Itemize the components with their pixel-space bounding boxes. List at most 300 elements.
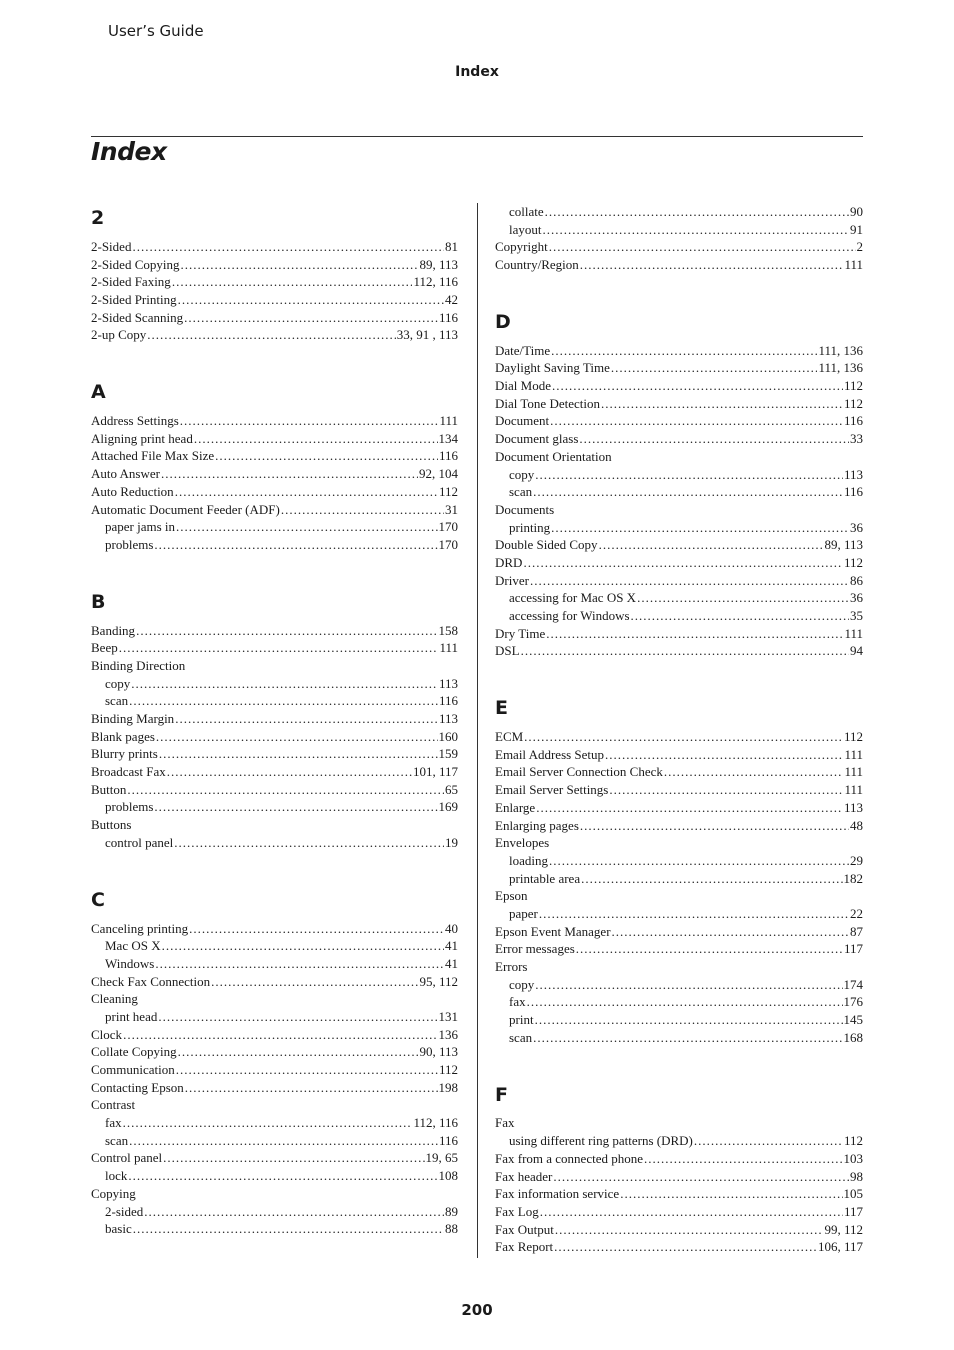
index-entry[interactable] [91,430,458,448]
section-letter: B [91,590,106,613]
entry-page-refs[interactable]: 136 [438,1026,458,1042]
dot-leader [535,466,843,484]
running-header-section: Index [455,64,499,80]
entry-term: Contacting Epson [91,1079,184,1095]
entry-page-refs[interactable]: 160 [438,728,458,744]
index-entry[interactable] [495,728,863,746]
entry-page-refs[interactable]: 170 [438,519,458,535]
entry-term: Fax Output [495,1221,554,1237]
index-entry[interactable] [91,710,458,728]
entry-term: paper [509,905,538,921]
dot-leader [172,273,413,291]
entry-page-refs[interactable]: 113 [438,675,458,691]
entry-term: Beep [91,640,118,656]
index-entry[interactable] [91,639,458,657]
entry-page-refs[interactable]: 116 [438,1132,458,1148]
index-entry[interactable] [495,342,863,360]
entry-page-refs[interactable]: 48 [850,817,863,833]
entry-page-refs[interactable]: 113 [843,799,863,815]
dot-leader [176,518,437,536]
entry-term: paper jams in [105,519,176,535]
entry-term: Dial Mode [495,378,551,394]
index-subentry[interactable] [495,1132,863,1150]
index-entry[interactable] [91,973,458,991]
section-letter: E [495,697,508,720]
index-entry[interactable] [91,1043,458,1061]
entry-page-refs[interactable]: 19 [445,834,458,850]
dot-leader [644,1150,842,1168]
dot-leader [535,976,842,994]
index-entry[interactable] [91,920,458,938]
entry-page-refs[interactable]: 158 [438,622,458,638]
dot-leader [612,923,849,941]
dot-leader [580,256,844,274]
index-subentry[interactable] [495,870,863,888]
index-section [495,693,863,1046]
dot-leader [530,572,849,590]
entry-page-refs[interactable]: 106, 117 [817,1239,863,1255]
entry-term: Date/Time [495,342,551,358]
entry-term: Document [495,413,550,429]
index-subentry[interactable] [495,589,863,607]
index-section [91,377,458,554]
index-entry[interactable] [91,1079,458,1097]
index-subentry[interactable] [91,675,458,693]
entry-page-refs[interactable]: 168 [843,1029,863,1045]
entry-page-refs[interactable]: 87 [850,923,863,939]
dot-leader [174,834,444,852]
dot-leader [631,607,849,625]
entry-page-refs[interactable]: 94 [850,643,863,659]
index-entry[interactable] [495,1238,863,1256]
entry-term: scan [105,693,129,709]
section-letter: A [91,381,106,404]
index-entry[interactable] [495,554,863,572]
entry-page-refs[interactable]: 111 [439,640,458,656]
entry-term: lock [105,1168,128,1184]
entry-term: Canceling printing [91,920,189,936]
index-entry[interactable] [495,764,863,782]
entry-term: DSL [495,643,520,659]
dot-leader [161,465,418,483]
index-entry[interactable] [91,1185,458,1203]
entry-page-refs[interactable]: 22 [850,905,863,921]
entry-page-refs[interactable]: 182 [843,870,863,886]
entry-page-refs[interactable]: 111 [439,413,458,429]
dot-leader [154,536,437,554]
entry-page-refs[interactable]: 111, 136 [818,360,863,376]
index-subentry[interactable] [91,955,458,973]
dot-leader [159,745,438,763]
entry-page-refs[interactable]: 111 [844,746,863,762]
entry-page-refs[interactable]: 112 [438,1062,458,1078]
entry-term: Control panel [91,1150,163,1166]
index-subentry[interactable] [91,1167,458,1185]
entry-term: Email Server Settings [495,782,609,798]
entry-term: Fax Log [495,1203,539,1219]
entry-term: Driver [495,572,529,588]
dot-leader [128,1167,437,1185]
index-entry[interactable] [91,291,458,309]
index-entry[interactable] [91,990,458,1008]
dot-leader [127,781,444,799]
entry-page-refs[interactable]: 90, 113 [419,1044,458,1060]
index-entry[interactable] [495,958,863,976]
index-subentry[interactable] [495,466,863,484]
index-entry[interactable] [495,887,863,905]
dot-leader [194,430,438,448]
dot-leader [536,799,843,817]
index-entry[interactable] [91,448,458,466]
entry-term: 2-Sided Faxing [91,274,171,290]
dot-leader [175,710,438,728]
dot-leader [119,639,439,657]
entry-page-refs[interactable]: 112 [438,483,458,499]
entry-page-refs[interactable]: 91 [850,221,863,237]
dot-leader [156,728,438,746]
entry-term: Enlarge [495,799,536,815]
index-entry[interactable] [495,413,863,431]
running-header-guide: User’s Guide [108,22,204,40]
entry-term: control panel [105,834,174,850]
dot-leader [524,728,843,746]
entry-page-refs[interactable]: 36 [850,590,863,606]
entry-term: print [509,1012,534,1028]
entry-page-refs[interactable]: 145 [843,1012,863,1028]
index-entry[interactable] [495,1168,863,1186]
dot-leader [546,625,843,643]
entry-term: 2-Sided [91,238,132,254]
entry-page-refs[interactable]: 111, 136 [818,342,863,358]
index-entry[interactable] [495,572,863,590]
index-entry[interactable] [495,746,863,764]
entry-term: copy [105,675,131,691]
entry-page-refs[interactable]: 103 [843,1150,863,1166]
index-entry[interactable] [495,817,863,835]
entry-page-refs[interactable]: 112 [843,729,863,745]
entry-page-refs[interactable]: 112 [843,554,863,570]
entry-page-refs[interactable]: 41 [445,938,458,954]
index-subentry[interactable] [91,1132,458,1150]
index-entry[interactable] [495,1221,863,1239]
index-entry[interactable] [91,816,458,834]
entry-term: Buttons [91,817,132,833]
entry-term: Communication [91,1062,175,1078]
index-entry[interactable] [495,1203,863,1221]
entry-page-refs[interactable]: 88 [445,1221,458,1237]
entry-page-refs[interactable]: 2 [856,239,863,255]
index-entry[interactable] [495,781,863,799]
index-entry[interactable] [91,781,458,799]
index-entry[interactable] [495,256,863,274]
entry-page-refs[interactable]: 112 [843,378,863,394]
entry-page-refs[interactable]: 40 [445,920,458,936]
dot-leader [184,309,438,327]
entry-term: Mac OS X [105,938,161,954]
entry-page-refs[interactable]: 108 [438,1168,458,1184]
index-entry[interactable] [495,923,863,941]
entry-term: 2-Sided Scanning [91,309,184,325]
entry-term: fax [105,1115,122,1131]
dot-leader [176,1061,438,1079]
index-entry[interactable] [495,1150,863,1168]
entry-page-refs[interactable]: 131 [438,1008,458,1024]
index-entry[interactable] [495,501,863,519]
entry-term: Button [91,781,127,797]
dot-leader [601,395,843,413]
entry-page-refs[interactable]: 29 [850,852,863,868]
entry-page-refs[interactable]: 113 [843,466,863,482]
entry-term: using different ring patterns (DRD) [509,1133,693,1149]
index-subentry[interactable] [91,518,458,536]
entry-term: DRD [495,554,523,570]
dot-leader [129,1132,438,1150]
dot-leader [178,1043,419,1061]
entry-term: problems [105,799,154,815]
index-entry[interactable] [91,1026,458,1044]
entry-page-refs[interactable]: 81 [445,238,458,254]
entry-term: accessing for Mac OS X [509,590,637,606]
dot-leader [527,993,843,1011]
entry-page-refs[interactable]: 98 [850,1168,863,1184]
dot-leader [550,412,843,430]
entry-page-refs[interactable]: 116 [438,448,458,464]
dot-leader [185,1079,438,1097]
dot-leader [599,536,824,554]
dot-leader [551,519,849,537]
entry-term: Binding Margin [91,711,175,727]
index-subentry[interactable] [495,203,863,221]
entry-page-refs[interactable]: 89 [445,1203,458,1219]
entry-term: Errors [495,959,528,975]
entry-page-refs[interactable]: 41 [445,955,458,971]
entry-page-refs[interactable]: 169 [438,799,458,815]
dot-leader [521,642,849,660]
index-subentry[interactable] [91,536,458,554]
index-column-right [495,203,863,1256]
entry-page-refs[interactable]: 112, 116 [413,274,458,290]
entry-term: Contrast [91,1097,136,1113]
index-entry[interactable] [495,625,863,643]
entry-term: basic [105,1221,132,1237]
entry-term: Error messages [495,941,575,957]
entry-term: collate [509,203,544,219]
dot-leader [129,692,438,710]
entry-term: Epson [495,888,528,904]
dot-leader [553,1168,849,1186]
entry-page-refs[interactable]: 159 [438,746,458,762]
entry-page-refs[interactable]: 90 [850,203,863,219]
entry-page-refs[interactable]: 19, 65 [425,1150,458,1166]
entry-term: Dry Time [495,625,546,641]
entry-page-refs[interactable]: 33, 91 , 113 [396,327,458,343]
dot-leader [281,501,444,519]
index-subentry[interactable] [91,1220,458,1238]
entry-page-refs[interactable]: 101, 117 [412,764,458,780]
dot-leader [611,359,818,377]
entry-term: Attached File Max Size [91,448,215,464]
index-entry[interactable] [91,412,458,430]
entry-term: Document Orientation [495,448,612,464]
entry-page-refs[interactable]: 111 [844,782,863,798]
entry-page-refs[interactable]: 86 [850,572,863,588]
index-subentry[interactable] [91,799,458,817]
entry-term: Document glass [495,431,579,447]
entry-term: Country/Region [495,257,579,273]
entry-term: 2-sided [105,1203,144,1219]
dot-leader [579,430,849,448]
index-entry[interactable] [495,834,863,852]
entry-page-refs[interactable]: 99, 112 [824,1221,863,1237]
entry-page-refs[interactable]: 134 [438,430,458,446]
entry-term: Copying [91,1185,136,1201]
entry-page-refs[interactable]: 116 [438,309,458,325]
index-entry[interactable] [91,1150,458,1168]
entry-term: Email Address Setup [495,746,605,762]
index-entry[interactable] [495,430,863,448]
entry-page-refs[interactable]: 35 [850,608,863,624]
entry-page-refs[interactable]: 89, 113 [824,537,863,553]
entry-term: Fax from a connected phone [495,1150,644,1166]
index-entry[interactable] [91,309,458,327]
entry-page-refs[interactable]: 117 [843,941,863,957]
entry-page-refs[interactable]: 105 [843,1186,863,1202]
entry-term: fax [509,994,526,1010]
dot-leader [580,817,849,835]
entry-page-refs[interactable]: 116 [843,484,863,500]
index-subentry[interactable] [495,519,863,537]
index-section [495,1080,863,1257]
entry-page-refs[interactable]: 112 [843,395,863,411]
entry-page-refs[interactable]: 36 [850,519,863,535]
dot-leader [162,937,444,955]
entry-page-refs[interactable]: 33 [850,431,863,447]
entry-term: Dial Tone Detection [495,395,600,411]
entry-page-refs[interactable]: 89, 113 [419,256,458,272]
index-entry[interactable] [91,273,458,291]
index-entry[interactable] [495,1185,863,1203]
section-letter: 2 [91,207,105,229]
page-number: 200 [461,1301,493,1319]
entry-term: print head [105,1008,158,1024]
index-subentry[interactable] [495,607,863,625]
index-entry[interactable] [495,359,863,377]
dot-leader [180,256,418,274]
index-subentry[interactable] [495,1029,863,1047]
index-entry[interactable] [91,465,458,483]
index-entry[interactable] [495,448,863,466]
entry-term: Fax [495,1115,515,1131]
index-entry[interactable] [91,238,458,256]
index-subentry[interactable] [495,993,863,1011]
index-entry[interactable] [91,657,458,675]
entry-page-refs[interactable]: 112 [843,1133,863,1149]
entry-page-refs[interactable]: 116 [843,413,863,429]
index-entry[interactable] [91,622,458,640]
dot-leader [123,1026,437,1044]
index-entry[interactable] [495,799,863,817]
index-subentry[interactable] [91,1114,458,1132]
entry-page-refs[interactable]: 198 [438,1079,458,1095]
entry-term: Binding Direction [91,657,186,673]
index-entry[interactable] [495,1115,863,1133]
entry-term: Fax information service [495,1186,620,1202]
index-subentry[interactable] [91,692,458,710]
entry-page-refs[interactable]: 170 [438,536,458,552]
index-entry[interactable] [495,642,863,660]
entry-term: Windows [105,955,155,971]
dot-leader [123,1114,413,1132]
index-entry[interactable] [91,326,458,344]
index-entry[interactable] [495,395,863,413]
entry-term: scan [105,1132,129,1148]
index-entry[interactable] [91,1061,458,1079]
dot-leader [545,203,849,221]
index-subentry[interactable] [495,221,863,239]
entry-page-refs[interactable]: 65 [445,781,458,797]
index-subentry[interactable] [91,1008,458,1026]
entry-term: scan [509,484,533,500]
index-entry[interactable] [495,536,863,554]
entry-page-refs[interactable]: 111 [844,625,863,641]
page-title: Index [91,137,167,166]
index-entry[interactable] [91,1096,458,1114]
index-subentry[interactable] [495,905,863,923]
index-entry[interactable] [91,483,458,501]
dot-leader [533,1029,842,1047]
index-entry[interactable] [91,745,458,763]
entry-page-refs[interactable]: 31 [445,501,458,517]
index-section [91,885,458,1238]
entry-page-refs[interactable]: 116 [438,693,458,709]
entry-page-refs[interactable]: 117 [843,1203,863,1219]
index-entry[interactable] [91,728,458,746]
index-entry[interactable] [91,763,458,781]
dot-leader [664,763,844,781]
index-entry[interactable] [91,501,458,519]
index-subentry[interactable] [91,1203,458,1221]
entry-page-refs[interactable]: 111 [844,764,863,780]
entry-page-refs[interactable]: 111 [844,257,863,273]
entry-term: printable area [509,870,581,886]
index-subentry[interactable] [495,976,863,994]
index-subentry[interactable] [495,1011,863,1029]
index-subentry[interactable] [495,852,863,870]
entry-term: problems [105,536,154,552]
entry-page-refs[interactable]: 42 [445,292,458,308]
entry-term: copy [509,976,535,992]
entry-page-refs[interactable]: 92, 104 [419,466,458,482]
index-subentry[interactable] [91,834,458,852]
entry-page-refs[interactable]: 112, 116 [413,1115,458,1131]
index-entry[interactable] [495,377,863,395]
entry-page-refs[interactable]: 174 [843,976,863,992]
dot-leader [535,1011,843,1029]
index-entry[interactable] [495,238,863,256]
entry-term: Aligning print head [91,430,193,446]
index-entry[interactable] [495,940,863,958]
entry-page-refs[interactable]: 95, 112 [419,973,458,989]
entry-page-refs[interactable]: 176 [843,994,863,1010]
entry-term: copy [509,466,535,482]
index-entry[interactable] [91,256,458,274]
dot-leader [147,326,395,344]
index-subentry[interactable] [495,483,863,501]
entry-page-refs[interactable]: 113 [438,711,458,727]
section-letter: D [495,310,511,333]
index-subentry[interactable] [91,937,458,955]
dot-leader [533,483,843,501]
